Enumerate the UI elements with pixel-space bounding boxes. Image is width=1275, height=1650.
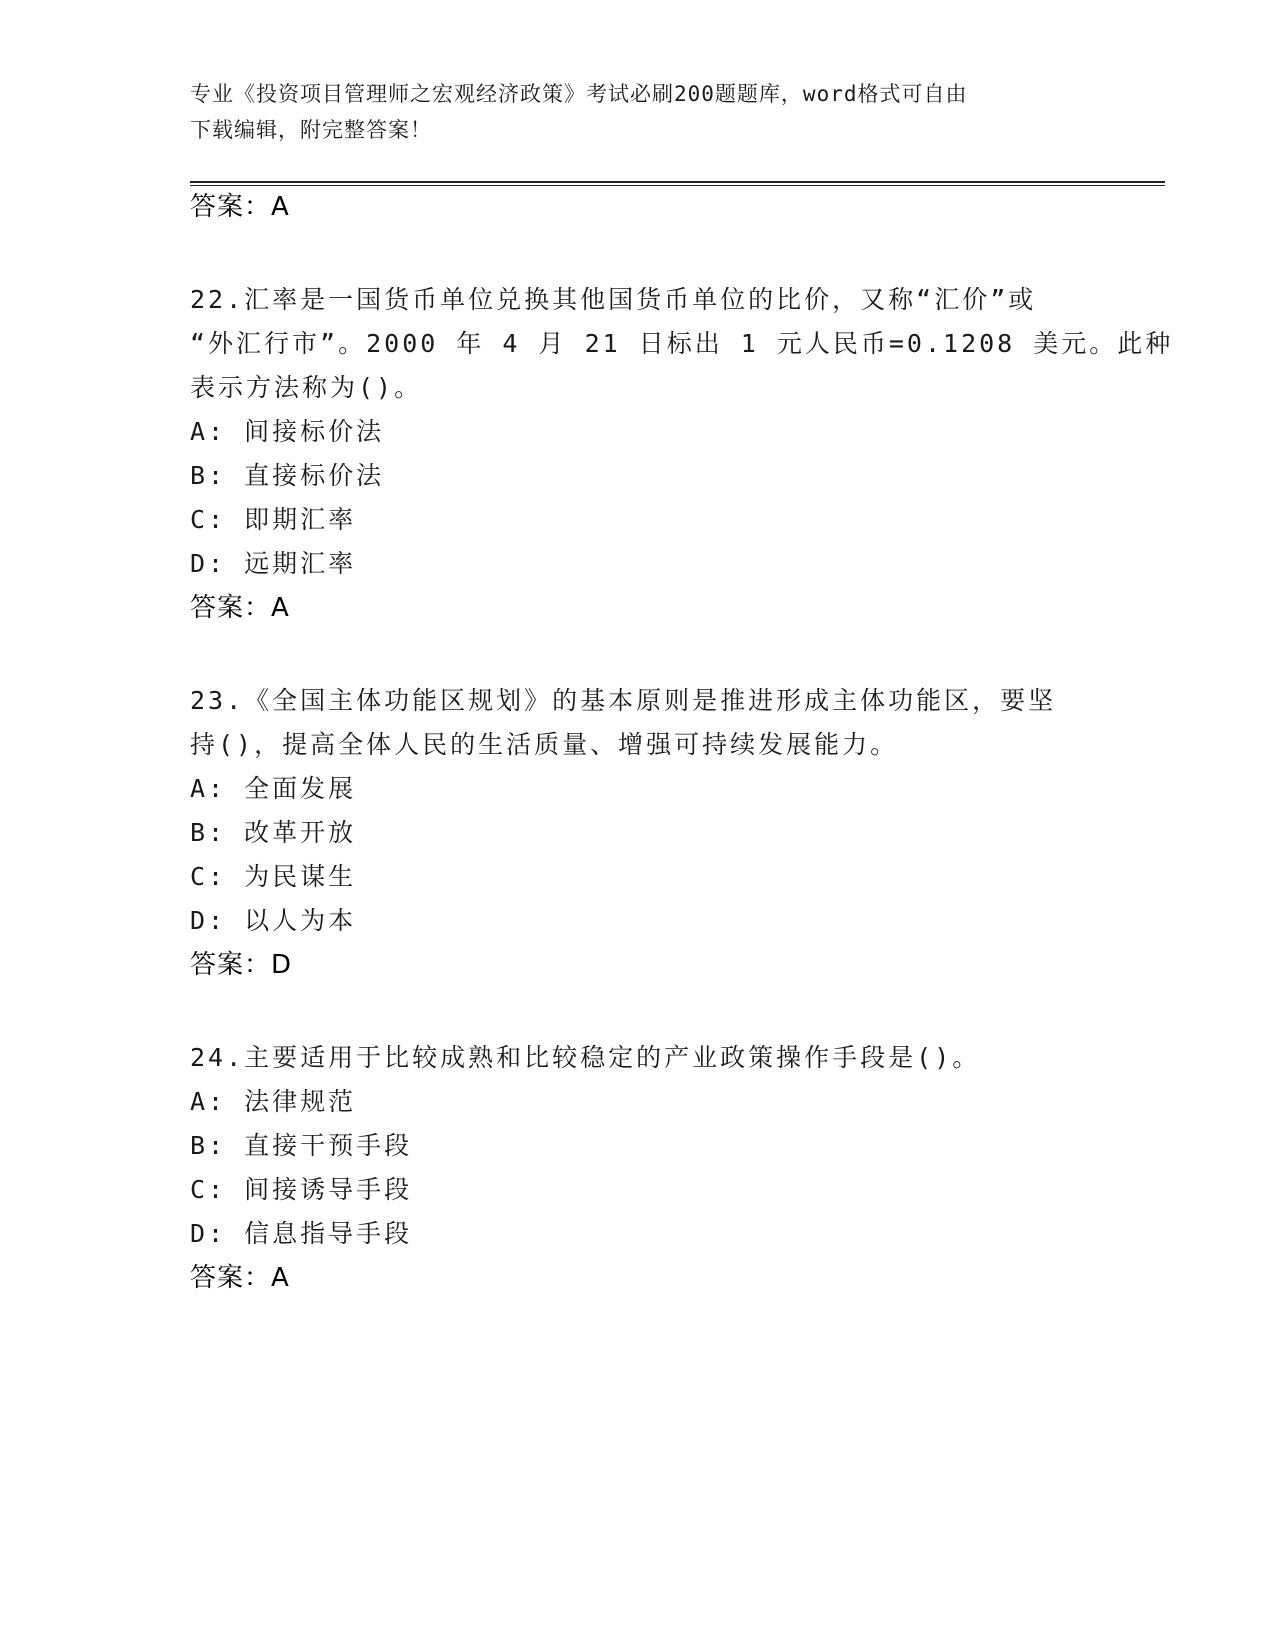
header-divider xyxy=(190,181,1165,183)
question-22-line-3: 表示方法称为()。 xyxy=(190,373,423,402)
question-24-option-b: B: 直接干预手段 xyxy=(190,1131,413,1160)
question-24-option-d: D: 信息指导手段 xyxy=(190,1219,413,1248)
question-23-option-a: A: 全面发展 xyxy=(190,774,357,803)
question-22-option-c: C: 即期汇率 xyxy=(190,505,357,534)
question-22-option-d: D: 远期汇率 xyxy=(190,549,357,578)
header-line-2: 下载编辑，附完整答案！ xyxy=(190,118,432,142)
question-22-line-1: 22.汇率是一国货币单位兑换其他国货币单位的比价，又称“汇价”或 xyxy=(190,285,1037,314)
question-22-line-2: “外汇行市”。2000 年 4 月 21 日标出 1 元人民币=0.1208 美元。此种 xyxy=(190,329,1174,358)
header-line-1: 专业《投资项目管理师之宏观经济政策》考试必刷200题题库，word格式可自由 xyxy=(190,82,968,106)
question-24-option-c: C: 间接诱导手段 xyxy=(190,1175,413,1204)
previous-answer: 答案：A xyxy=(190,192,290,222)
question-23-line-1: 23.《全国主体功能区规划》的基本原则是推进形成主体功能区，要坚 xyxy=(190,686,1057,715)
question-23-option-d: D: 以人为本 xyxy=(190,906,357,935)
question-22-option-a: A: 间接标价法 xyxy=(190,417,385,446)
question-22-option-b: B: 直接标价法 xyxy=(190,461,385,490)
question-24-line-1: 24.主要适用于比较成熟和比较稳定的产业政策操作手段是()。 xyxy=(190,1043,981,1072)
question-23-answer: 答案：D xyxy=(190,950,293,980)
question-23-line-2: 持()，提高全体人民的生活质量、增强可持续发展能力。 xyxy=(190,730,899,759)
question-24-option-a: A: 法律规范 xyxy=(190,1087,357,1116)
question-22-answer: 答案：A xyxy=(190,593,290,623)
header-divider-thin xyxy=(190,185,1165,186)
question-23-option-b: B: 改革开放 xyxy=(190,818,357,847)
question-23-option-c: C: 为民谋生 xyxy=(190,862,357,891)
document-header xyxy=(190,76,1090,148)
question-24-answer: 答案：A xyxy=(190,1263,290,1293)
